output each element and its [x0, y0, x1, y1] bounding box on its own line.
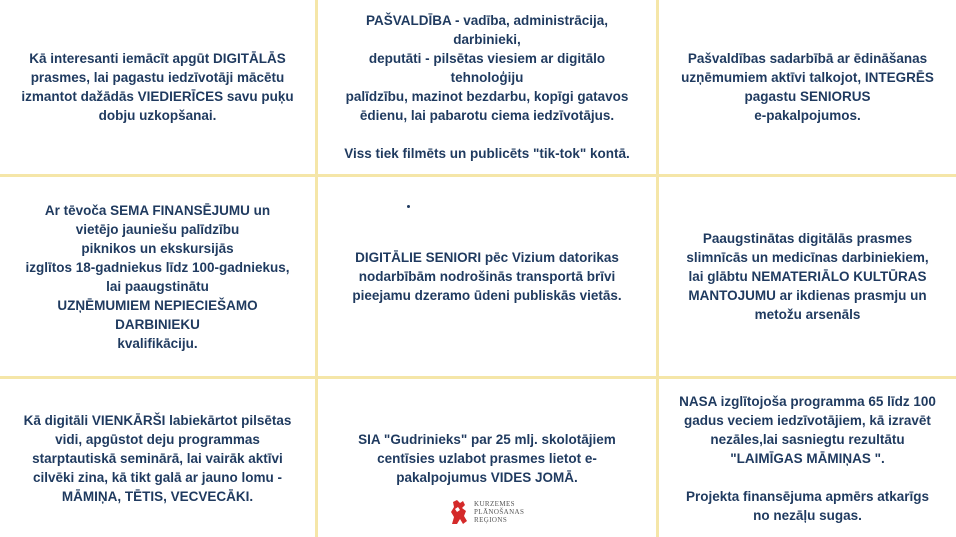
- red-lion-icon: [448, 497, 470, 527]
- stray-dot: [407, 205, 410, 208]
- idea-cell-4: [0, 177, 318, 379]
- idea-cell-3: [659, 0, 956, 177]
- idea-text-4: Ar tēvoča SEMA FINANSĒJUMU un vietējo jauniešu palīdzību piknikos un ekskursijās izglītos 18-gadniekus līdz 100-gadniekus, lai paaugstinātu UZŅĒMUMIEM NEPIECIEŠAMO DARBINIEKU kvalifikāciju.: [25, 202, 290, 351]
- idea-text-3: Pašvaldības sadarbībā ar ēdināšanas uzņēmumiem aktīvi talkojot, INTEGRĒS pagastu SENIORUS e-pakalpojumos.: [681, 51, 934, 123]
- kurzeme-planning-region-logo: [448, 497, 524, 527]
- idea-text-7: Kā digitāli VIENKĀRŠI labiekārtot pilsētas vidi, apgūstot deju programmas starptautiskā seminārā, lai vairāk aktīvi cilvēki zina, kā tikt galā ar jauno lomu - MĀMIŅA, TĒTIS, VECVECĀKI.: [23, 412, 292, 504]
- logo-line-2: PLĀNOŠANAS: [474, 508, 525, 516]
- idea-cell-6: [659, 177, 956, 379]
- idea-cell-1: [0, 0, 318, 177]
- idea-text-9: NASA izglītojoša programma 65 līdz 100 gadus veciem iedzīvotājiem, kā izravēt nezāles,lai sasniegtu rezultātu "LAIMĪGAS MĀMIŅAS ". Projekta finansējuma apmērs atkarīgs no nezāļu sugas.: [679, 393, 936, 523]
- logo-line-3: REĢIONS: [474, 516, 508, 524]
- idea-cell-2: [318, 0, 659, 177]
- idea-text-5: DIGITĀLIE SENIORI pēc Vizium datorikas nodarbībām nodrošinās transportā brīvi pieejamu dzeramo ūdeni publiskās vietās.: [352, 250, 622, 303]
- logo-text: [474, 500, 524, 524]
- idea-text-1: Kā interesanti iemācīt apgūt DIGITĀLĀS prasmes, lai pagastu iedzīvotāji mācētu izmantot dažādās VIEDIERĪCES savu puķu dobju uzkopšanai.: [21, 51, 294, 123]
- idea-text-8: SIA "Gudrinieks" par 25 mlj. skolotājiem centīsies uzlabot prasmes lietot e- pakalpojumus VIDES JOMĀ.: [358, 431, 616, 485]
- idea-text-2: PAŠVALDĪBA - vadība, administrācija, darbinieki, deputāti - pilsētas viesiem ar digitālo tehnoloģiju palīdzību, mazinot bezdarbu, kopīgi gatavos ēdienu, lai pabarotu ciema iedzīvotājus. Viss tiek filmēts un publicēts "tik-tok" kontā.: [344, 13, 630, 161]
- idea-cell-7: [0, 379, 318, 537]
- idea-cell-5: [318, 177, 659, 379]
- idea-cell-9: [659, 379, 956, 537]
- idea-text-6: Paaugstinātas digitālās prasmes slimnīcās un medicīnas darbiniekiem, lai glābtu NEMATERIĀLO KULTŪRAS MANTOJUMU ar ikdienas prasmju un metožu arsenāls: [686, 231, 929, 322]
- logo-line-1: KURZEMES: [474, 500, 515, 508]
